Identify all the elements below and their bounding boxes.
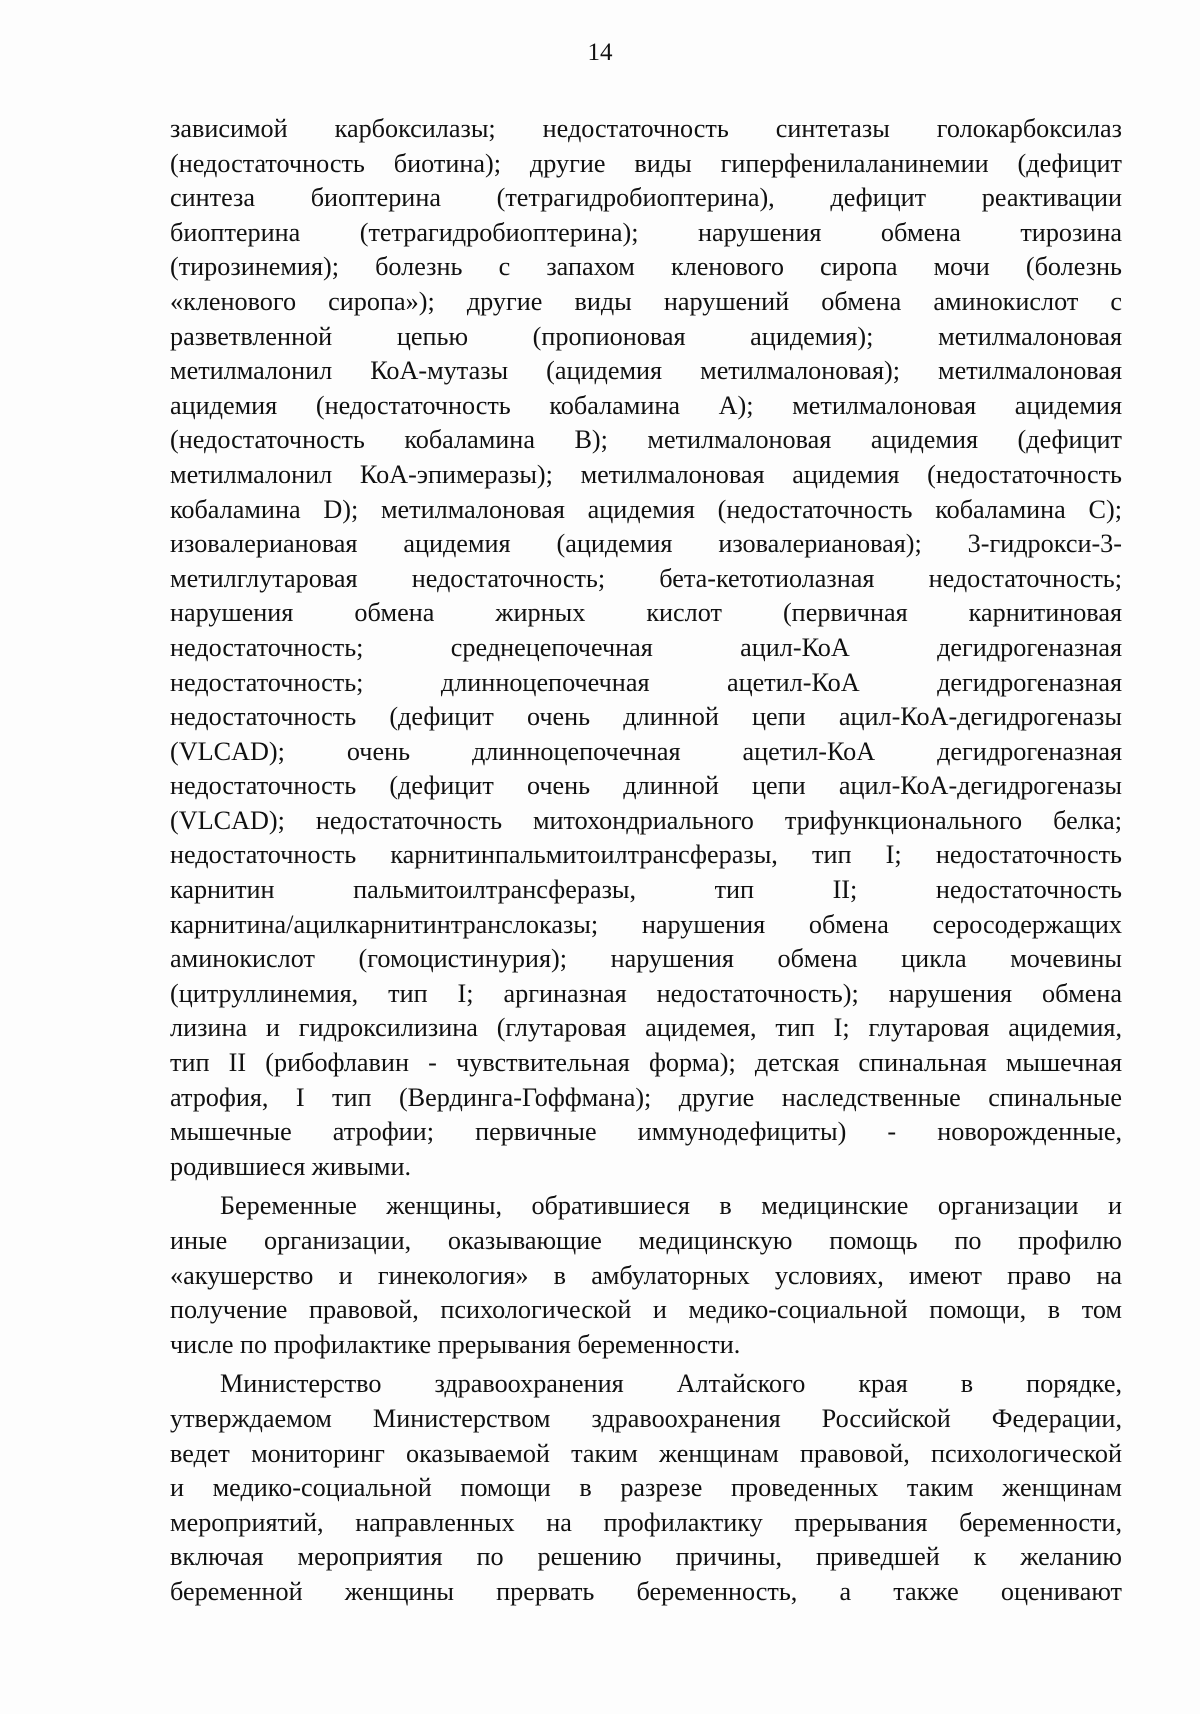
text-line: изовалериановая ацидемия (ацидемия изовалериановая); 3-гидрокси-3-: [170, 529, 1122, 559]
text-line: аминокислот (гомоцистинурия); нарушения обмена цикла мочевины: [170, 944, 1122, 974]
text-line: ведет мониторинг оказываемой таким женщинам правовой, психологической: [170, 1438, 1122, 1468]
text-line: (VLCAD); очень длинноцепочечная ацетил-КоА дегидрогеназная: [170, 736, 1122, 766]
text-line: недостаточность; длинноцепочечная ацетил-КоА дегидрогеназная: [170, 667, 1122, 697]
text-line: беременной женщины прервать беременность, а также оценивают: [170, 1576, 1122, 1606]
text-line: «кленового сиропа»); другие виды нарушений обмена аминокислот с: [170, 286, 1122, 316]
text-line: тип II (рибофлавин - чувствительная форма); детская спинальная мышечная: [170, 1048, 1122, 1078]
text-line: нарушения обмена жирных кислот (первичная карнитиновая: [170, 598, 1122, 628]
text-line: недостаточность (дефицит очень длинной цепи ацил-КоА-дегидрогеназы: [170, 771, 1122, 801]
text-line: иные организации, оказывающие медицинскую помощь по профилю: [170, 1226, 1122, 1255]
text-line: родившиеся живыми.: [170, 1151, 412, 1181]
text-line: числе по профилактике прерывания беременности.: [170, 1329, 741, 1359]
text-line: (VLCAD); недостаточность митохондриального трифункционального белка;: [170, 805, 1122, 835]
text-line: недостаточность (дефицит очень длинной цепи ацил-КоА-дегидрогеназы: [170, 702, 1122, 732]
text-line: разветвленной цепью (пропионовая ацидемия); метилмалоновая: [170, 321, 1122, 351]
text-line: зависимой карбоксилазы; недостаточность синтетазы голокарбоксилаз: [170, 114, 1122, 143]
text-line: атрофия, I тип (Вердинга-Гоффмана); другие наследственные спинальные: [170, 1082, 1122, 1112]
text-line: (недостаточность кобаламина В); метилмалоновая ацидемия (дефицит: [170, 425, 1122, 455]
paragraph-1: [170, 112, 1122, 1184]
text-line: (цитруллинемия, тип I; аргиназная недостаточность); нарушения обмена: [170, 978, 1122, 1008]
text-line: и медико-социальной помощи в разрезе проведенных таким женщинам: [170, 1473, 1122, 1503]
text-line: Министерство здравоохранения Алтайского края в порядке,: [220, 1369, 1122, 1399]
text-line: мероприятий, направленных на профилактику прерывания беременности,: [170, 1507, 1122, 1537]
text-line: карнитин пальмитоилтрансферазы, тип II; недостаточность: [170, 875, 1122, 905]
text-line: включая мероприятия по решению причины, приведшей к желанию: [170, 1542, 1122, 1572]
text-line: (тирозинемия); болезнь с запахом кленового сиропа мочи (болезнь: [170, 252, 1122, 282]
text-line: лизина и гидроксилизина (глутаровая ацидемея, тип I; глутаровая ацидемия,: [170, 1013, 1122, 1043]
document-body: [170, 112, 1122, 1610]
paragraph-2: [170, 1189, 1122, 1362]
text-line: метилмалонил КоА-мутазы (ацидемия метилмалоновая); метилмалоновая: [170, 356, 1122, 386]
text-line: биоптерина (тетрагидробиоптерина); нарушения обмена тирозина: [170, 217, 1122, 247]
page-number: 14: [587, 39, 613, 66]
text-line: синтеза биоптерина (тетрагидробиоптерина), дефицит реактивации: [170, 183, 1122, 213]
text-line: метилглутаровая недостаточность; бета-кетотиолазная недостаточность;: [170, 563, 1122, 593]
text-line: недостаточность карнитинпальмитоилтрансферазы, тип I; недостаточность: [170, 840, 1122, 870]
text-line: Беременные женщины, обратившиеся в медицинские организации и: [220, 1191, 1122, 1221]
text-line: утверждаемом Министерством здравоохранения Российской Федерации,: [170, 1403, 1122, 1433]
text-line: кобаламина D); метилмалоновая ацидемия (недостаточность кобаламина С);: [170, 494, 1122, 524]
text-line: мышечные атрофии; первичные иммунодефициты) - новорожденные,: [170, 1117, 1122, 1147]
paragraph-3: [170, 1367, 1122, 1609]
text-line: карнитина/ацилкарнитинтранслоказы; нарушения обмена серосодержащих: [170, 909, 1122, 939]
text-line: ацидемия (недостаточность кобаламина А); метилмалоновая ацидемия: [170, 390, 1122, 420]
text-line: метилмалонил КоА-эпимеразы); метилмалоновая ацидемия (недостаточность: [170, 459, 1122, 489]
text-line: получение правовой, психологической и медико-социальной помощи, в том: [170, 1295, 1122, 1325]
text-line: «акушерство и гинекология» в амбулаторных условиях, имеют право на: [170, 1260, 1122, 1290]
text-line: недостаточность; среднецепочечная ацил-КоА дегидрогеназная: [170, 632, 1122, 662]
text-line: (недостаточность биотина); другие виды гиперфенилаланинемии (дефицит: [170, 148, 1122, 178]
